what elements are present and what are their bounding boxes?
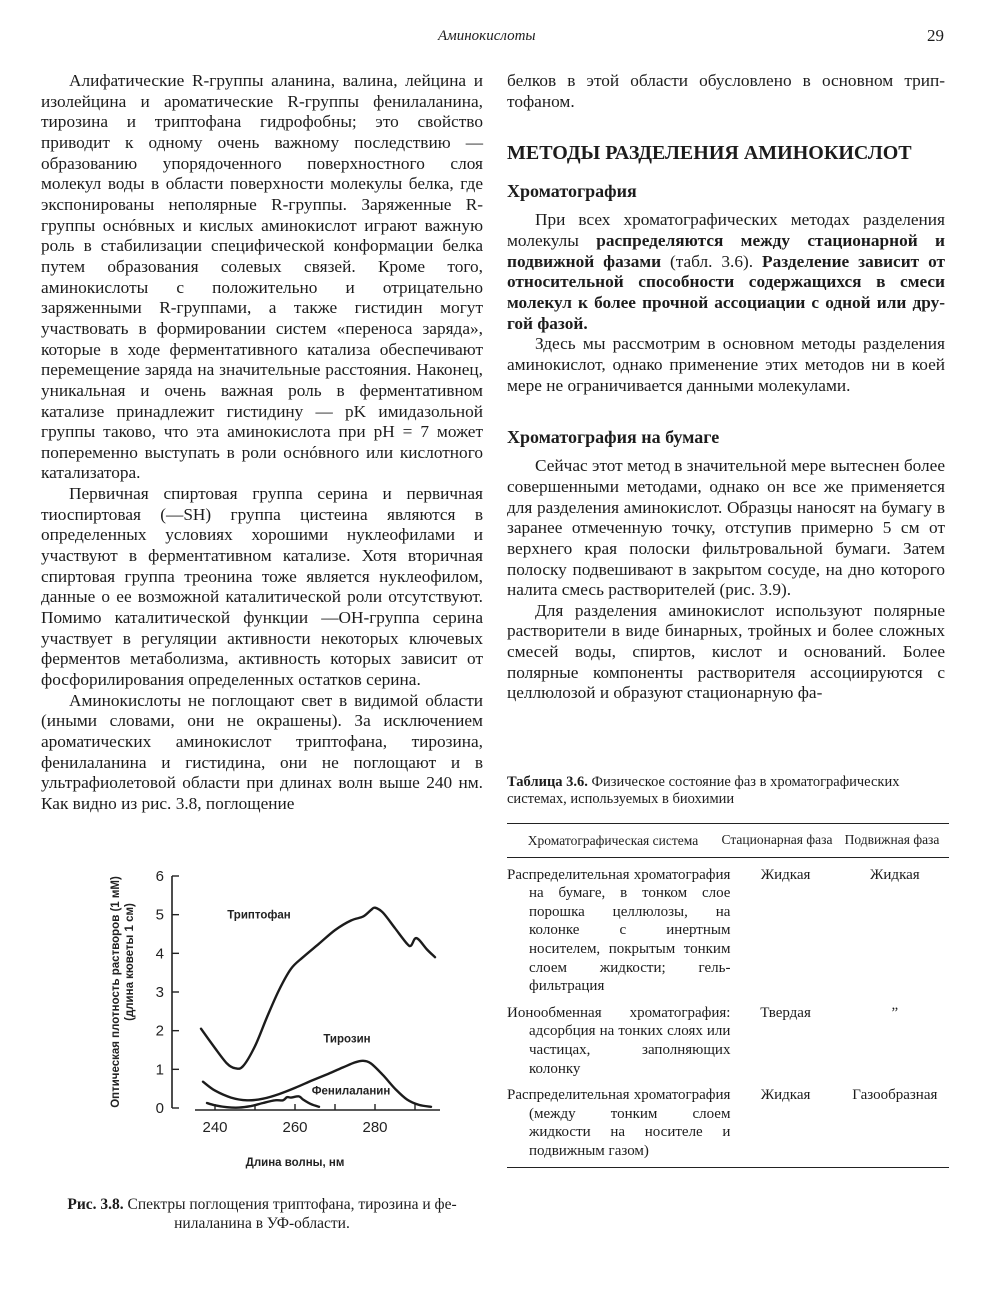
x-tick-label: 280 [362,1119,388,1136]
figure-caption [41,1195,483,1233]
y-tick-label: 0 [155,1100,164,1117]
label-tryptophan: Триптофан [227,909,291,922]
cell-system: Распределительная хроматография на бумаге, в тонком слое порошка целлюлозы, на колонке с инертным носителем, покрытым тонким слоем жидкости; гель-фильтрация [507,866,731,995]
table-row [507,858,949,996]
table-reference: (табл. 3.6). [661,251,763,271]
table-caption-text: Физическое состояние фаз в хроматографических системах, используемых в биохимии [507,774,900,807]
paragraph-chromatography-principle [507,210,945,334]
paragraph-methods-scope: Здесь мы рассмотрим в основном методы разделения аминокислот, однако применение этих методов ни в коей мере не ограничивается данными молекулами. [507,334,945,395]
cell-system: Ионообменная хроматография: адсорбция на тонких слоях или частицах, заполняющих колонку [507,1004,731,1077]
cell-mobile-ditto: ” [891,1004,899,1021]
paragraph-continuation: белков в этой области обусловлено в основном триптофаном. [507,71,945,111]
label-tyrosine: Тирозин [323,1033,371,1046]
table-row [507,1078,949,1166]
cell-mobile: Газообразная [852,1087,938,1104]
y-axis-title: Оптическая плотность растворов (1 мМ) [110,876,122,1108]
table-caption-label: Таблица 3.6. [507,774,588,790]
chart-curves [201,908,435,1108]
cell-mobile: Жидкая [869,866,920,883]
column-header-system: Хроматографическая система [527,833,699,848]
y-tick-label: 2 [155,1022,164,1040]
figure-caption-text: Спектры поглощения триптофана, тирозина и фенилаланина в УФ-области. [127,1196,457,1232]
paragraph-absorption: Аминокислоты не поглощают свет в видимой области (иными словами, они не окрашены). За исключением ароматических аминокислот триптофана, тирозина, фенилаланина и гистидина, они не поглощают и в ультрафиолетовой области при длинах волн выше 240 нм. Как видно из рис. 3.8, поглощение [41,690,483,813]
table-header-row [507,824,949,857]
cell-stationary: Твердая [760,1004,811,1021]
y-tick-label: 1 [155,1061,164,1079]
y-tick-label: 5 [155,906,164,924]
left-column [41,71,483,815]
cell-system: Распределительная хроматография (между тонким слоем жидкости на носителе и подвижным газом) [507,1087,731,1159]
x-tick-label: 260 [282,1119,308,1136]
cell-stationary: Жидкая [760,1087,811,1104]
x-axis-title: Длина волны, нм [245,1157,345,1169]
chart-labels [110,876,390,1169]
text-run: При всех хроматографических методах разделения молекулы [507,210,945,250]
running-title: Аминокислоты [438,28,536,44]
y-tick-label: 4 [155,945,164,963]
figure-absorption-spectra [95,858,455,1178]
right-column [507,71,945,704]
table-bottom-rule [507,1167,949,1168]
label-phenylalanine: Фенилаланин [311,1085,391,1098]
bold-text-run: распределяются между стационарной и подвижной фазами [507,230,945,271]
subsection-paper-chromatography: Хроматография на бумаге [507,427,720,448]
y-tick-label: 3 [155,984,164,1001]
subsection-chromatography: Хроматография [507,181,637,202]
paragraph-paper-method: Сейчас этот метод в значительной мере вытеснен более совершенными методами, однако он все же применяется для разделения аминокислот. Образцы наносят на бумагу в заранее отмеченную точку, отступив примерно 5 см от верхнего края полоски фильтровальной бумаги. Затем полоску подвешивают в закрытом сосуде, на дно которого налита смесь растворителей (рис. 3.9). [507,456,945,600]
figure-caption-label: Рис. 3.8. [67,1196,124,1213]
y-tick-label: 6 [155,868,164,885]
paragraph-serine-cysteine: Первичная спиртовая группа серина и первичная тиоспиртовая (—SH) группа цистеина являются в определенных условиях хорошими нуклеофилами и участвуют в ферментативном катализе. Хотя вторичная спиртовая группа треонина тоже является нуклеофилом, данные о ее возможной каталитической роли отсутствуют. Помимо каталитической функции —OH-группа серина участвует в регуляции активности некоторых ключевых ферментов метаболизма, активность которых зависит от фосфорилирования определенных остатков серина. [41,484,483,690]
page-header [0,28,1007,50]
curve-tryptophan [201,908,435,1069]
table-caption [507,774,949,808]
column-header-mobile: Подвижная фаза [844,832,940,847]
cell-stationary: Жидкая [760,866,811,883]
column-header-stationary: Стационарная фаза [721,832,833,847]
table-row [507,996,949,1078]
chromatography-table [507,823,949,1168]
section-title: МЕТОДЫ РАЗДЕЛЕНИЯ АМИНОКИСЛОТ [507,142,912,165]
bold-text-run: Разделение зависит от относительной способности содержащихся в смеси молекул к более прочной ассоциации с одной или другой фазой. [507,251,945,333]
absorption-chart [95,858,455,1178]
x-tick-label: 240 [202,1119,228,1136]
paragraph-r-groups: Алифатические R-группы аланина, валина, лейцина и изолейцина и ароматические R-группы фенилаланина, тирозина и триптофана гидрофобны; это свойство приводит к одному очень важному последствию — образованию упорядоченного поверхностного слоя молекул воды в области поверхности молекулы белка, где экспонированы неполярные R-группы. Заряженные R-группы оснóвных и кислых аминокислот играют важную роль в стабилизации специфической конформации белка путем образования солевых связей. Кроме того, аминокислоты с положительно и отрицательно заряженными R-группами, а также гистидин могут участвовать в формировании систем «переноса заряда», которые в ходе ферментативного катализа обеспечивают перемещение заряда на значительные расстояния. Наконец, уникальная и очень важная роль в ферментативном катализе принадлежит гистидину — pK имидазольной группы таково, что эта аминокислота при pH = 7 может попеременно выступать в роли оснóвного или кислотного катализатора. [41,71,483,483]
y-axis-title-line2: (длина кюветы 1 см) [124,903,136,1021]
paragraph-solvents: Для разделения аминокислот используют полярные растворители в виде бинарных, тройных и более сложных смесей воды, спиртов, кислот и оснований. Более полярные компоненты растворителя ассоциируются с целлюлозой и образуют стационарную фа- [507,600,945,703]
page-number: 29 [927,26,944,45]
